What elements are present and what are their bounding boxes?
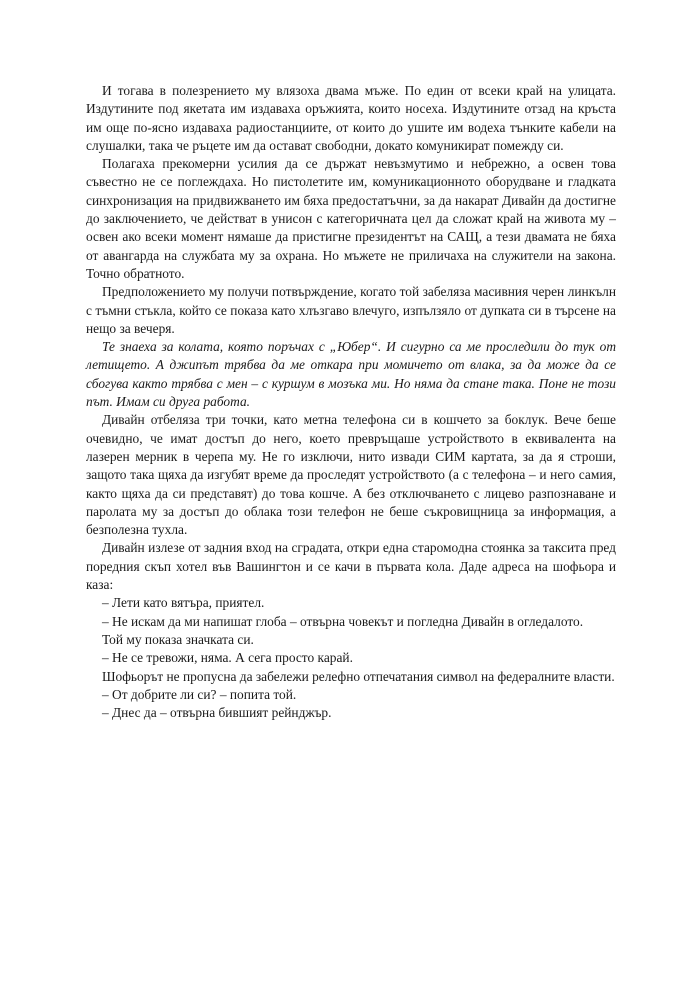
paragraph-9: Той му показа значката си. — [102, 631, 254, 647]
dialogue-line-4: – От добрите ли си? – попита той. — [102, 686, 297, 702]
paragraph-6: Дивайн излезе от задния вход на сградата, откри една старомодна стоянка за таксита пред поредния скъп хотел във Вашингтон и се качи в първата кола. Даде адреса на шофьора и каза: — [86, 540, 616, 593]
paragraph-2: Полагаха прекомерни усилия да се държат невъзмутимо и небрежно, а освен това съвестно не се поглеждаха. Но пистолетите им, комуникационното оборудване и гладката синхронизация на придвижването им бяха предостатъчни, за да накарат Дивайн да достигне до заключението, че действат в унисон с категоричната цел да сложат край на живота му – освен ако всеки момент нямаше да пристигне президентът на САЩ, а тези двамата не бяха от авангарда на службата му за охрана. Но мъжете не приличаха на служители на закона. Точно обратното. — [86, 156, 616, 281]
paragraph-1: И тогава в полезрението му влязоха двама мъже. По един от всеки край на улицата. Издутините под якетата им издаваха оръжията, които носеха. Издутините отзад на кръста им още по-ясно издаваха радиостанциите, от които до ушите им водеха тънките кабели на слушалки, така че ръцете им да остават свободни, докато комуникират помежду си. — [86, 83, 616, 153]
paragraph-5: Дивайн отбеляза три точки, като метна телефона си в кошчето за боклук. Вече беше очевидно, че имат достъп до него, което превръщаше устройството в еквивалента на лазерен мерник в черепа му. Не го изключи, нито извади СИМ картата, за да я строши, защото така щяха да изгубят време да проследят устройството (а с телефона – и него самия, както щяха да си представят) до това кошче. А без отключването с лицево разпознаване и паролата му за достъп до облака този телефон не беше съкровищница за информация, а безполезна тухла. — [86, 412, 616, 538]
dialogue-line-3: – Не се тревожи, няма. А сега просто карай. — [102, 650, 353, 666]
dialogue-line-2: – Не искам да ми напишат глоба – отвърна човекът и погледна Дивайн в огледалото. — [102, 613, 584, 629]
paragraph-4-thought: Те знаеха за колата, която поръчах с „Юбер“. И сигурно са ме проследили до тук от летището. А джипът трябва да ме откара при момичето от влака, за да може да се сбогува както трябва с мен – с куршум в мозъка ми. Но няма да стане така. Поне не този път. Имам си друга работа. — [86, 339, 616, 410]
paragraph-11: Шофьорът не пропусна да забележи релефно отпечатания символ на федералните власти. — [102, 668, 615, 684]
dialogue-line-5: – Днес да – отвърна бившият рейнджър. — [102, 705, 332, 721]
dialogue-line-1: – Лети като вятъра, приятел. — [102, 595, 265, 611]
paragraph-3: Предположението му получи потвърждение, когато той забеляза масивния черен линкълн с тъмни стъкла, който се показа като хлъзгаво влечуго, изпълзяло от дупката си в търсене на нещо за вечеря. — [86, 284, 616, 336]
text-body — [86, 82, 616, 722]
